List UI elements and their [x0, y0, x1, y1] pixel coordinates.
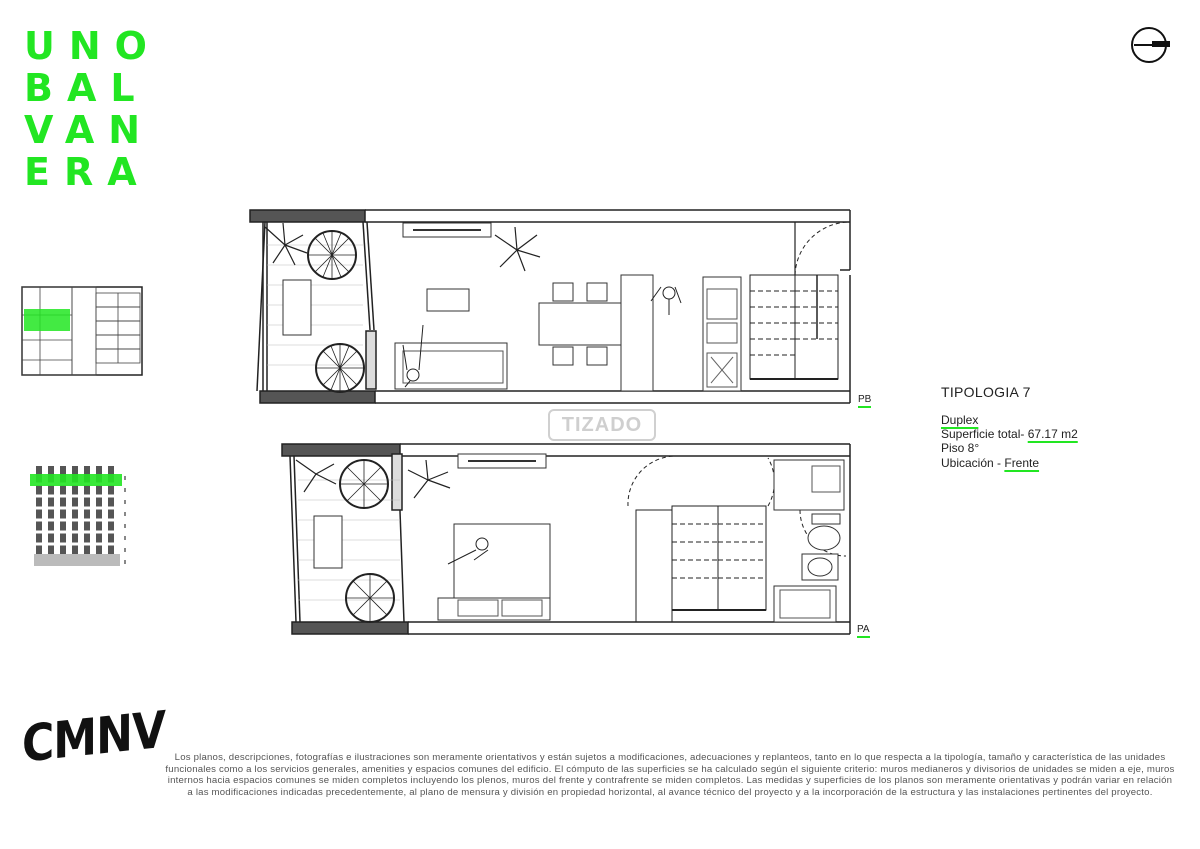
sink-icon [802, 554, 838, 580]
unit-floor: Piso 8° [941, 441, 980, 455]
logo-line-2: BAL [24, 66, 149, 110]
logo-line-1: UNO [24, 24, 161, 68]
unit-surface-value: 67.17 m2 [1027, 427, 1078, 441]
toilet-icon [808, 514, 840, 550]
level-label-pa: PA [857, 625, 870, 638]
compass-icon [1130, 26, 1172, 66]
floor-plan-pa [278, 440, 858, 638]
developer-logo: CMNV [22, 700, 165, 775]
unit-surface-label: Superficie total- [941, 427, 1028, 441]
unit-location [941, 457, 1039, 469]
key-plan-facade [30, 462, 136, 570]
watermark: TIZADO [548, 409, 656, 441]
unit-location-value: Frente [1004, 456, 1040, 470]
key-plan-building [20, 285, 144, 377]
plant-icon [265, 223, 307, 265]
round-table-icon [308, 231, 356, 279]
floor-plan-pb [245, 205, 860, 408]
unit-title [941, 385, 1031, 399]
legal-disclaimer: Los planos, descripciones, fotografías e ilustraciones son meramente orientativos y están sujetos a modificaciones, adecuaciones y replanteos, tanto en lo que respecta a la tipología, tamaño y característica de las unidades funcionales como a los servicios generales, amenities y espacios comunes del edificio. El cómputo de las superficies se ha calculado según el siguiente criterio: muros medianeros y divisorios de unidades se miden a eje, muros internos hacia espacios comunes se miden completos incluyendo los plenos, muros del frente y contrafrente se miden completos. Las medidas y superficies de los planos son meramente orientativas y podrán variar en relación a las modificaciones indicadas precedentemente, al plano de mensura y división en propiedad horizontal, al avance técnico del proyecto y a la incorporación de la estructura y las instalaciones pertinentes del proyecto. [165, 752, 1175, 798]
logo-line-4: ERA [24, 150, 151, 194]
unit-title-text: TIPOLOGIA 7 [941, 384, 1031, 400]
unit-surface [941, 428, 1078, 440]
unit-location-label: Ubicación - [941, 456, 1005, 470]
level-label-pb: PB [858, 395, 871, 408]
unit-type [941, 414, 978, 426]
unit-type-value: Duplex [941, 413, 979, 427]
logo-line-3: VAN [24, 108, 155, 152]
